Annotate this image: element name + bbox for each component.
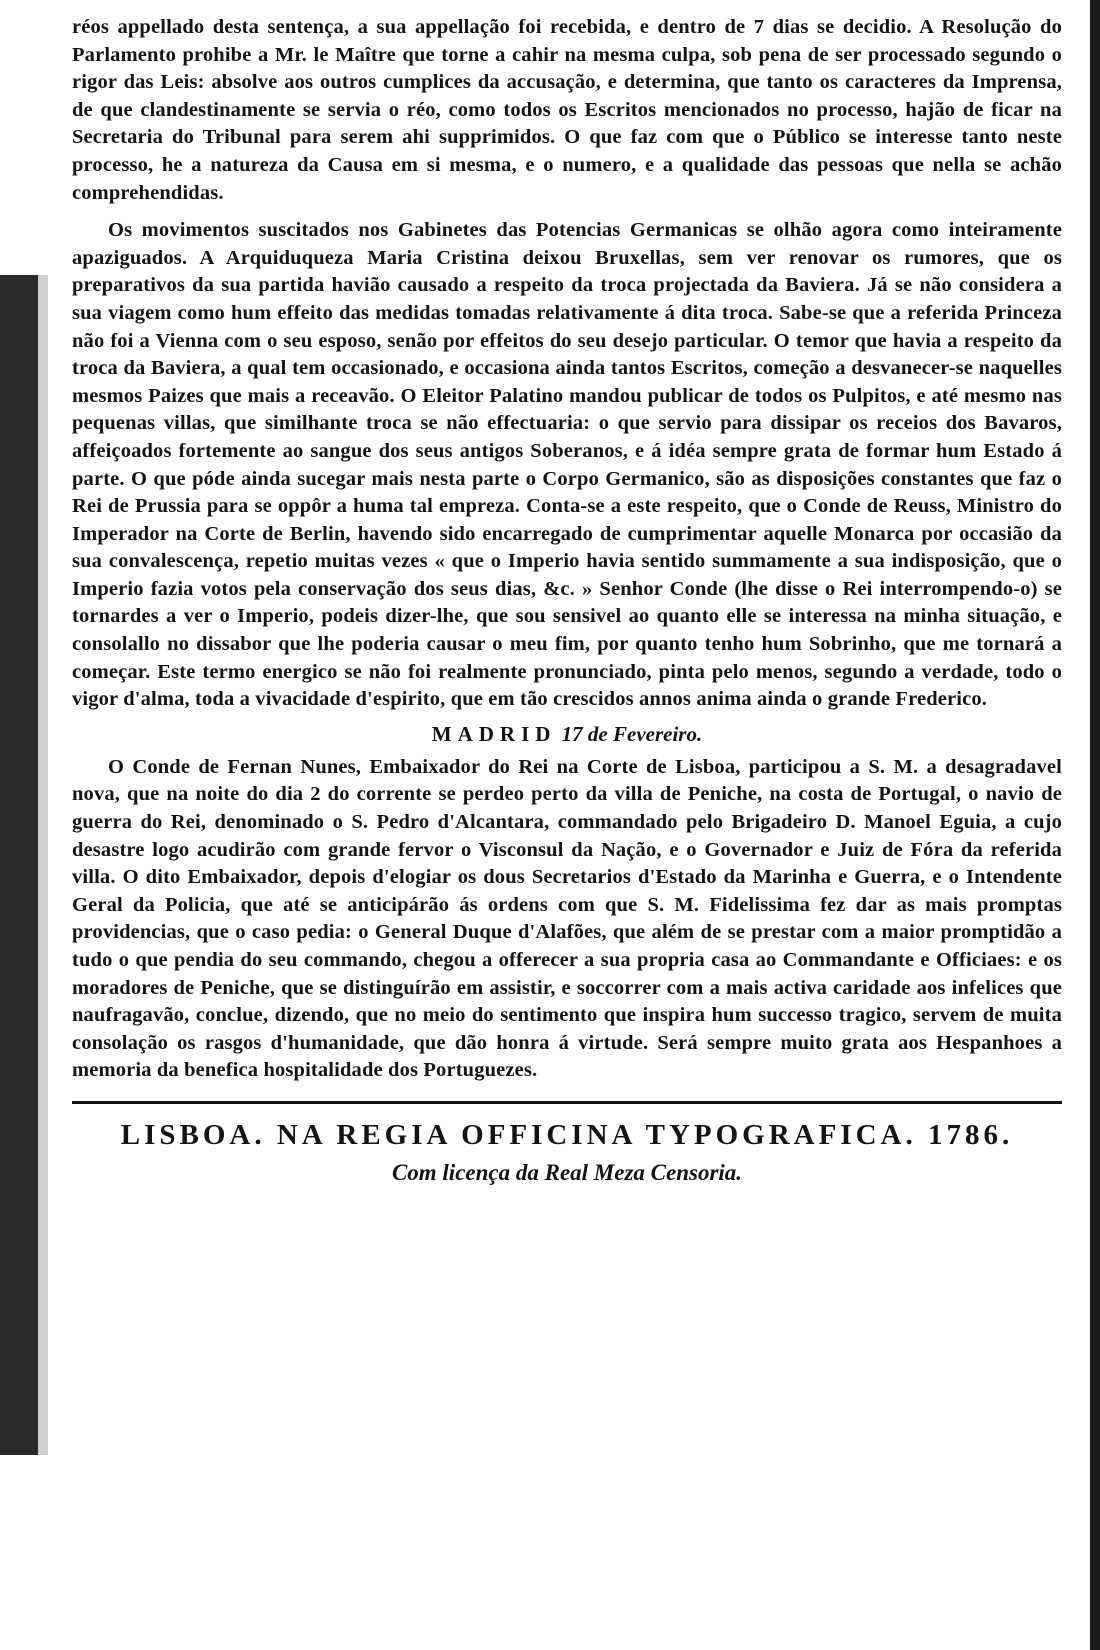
dateline-city: MADRID [431, 721, 557, 746]
dateline [72, 720, 1062, 748]
scan-edge-right [1090, 0, 1100, 1650]
gazette-page [72, 14, 1062, 1211]
scan-edge-shadow [0, 275, 38, 1455]
scan-edge-highlight [38, 275, 48, 1455]
divider-rule [72, 1101, 1062, 1104]
article-paragraph-continued: réos appellado desta sentença, a sua appellação foi recebida, e dentro de 7 dias se decidio. A Resolução do Parlamento prohibe a Mr. le Maître que torne a cahir na mesma culpa, sob pena de ser processado segundo o rigor das Leis: absolve aos outros cumplices da accusação, e determina, que tanto os caracteres da Imprensa, de que clandestinamente se servia o réo, como todos os Escritos mencionados no processo, hajão de ficar na Secretaria do Tribunal para serem ahi supprimidos. O que faz com que o Público se interesse tanto neste processo, he a natureza da Causa em si mesma, e o numero, e a qualidade das pessoas que nella se achão comprehendidas. [72, 16, 1062, 204]
colophon-imprint: LISBOA. NA REGIA OFFICINA TYPOGRAFICA. 1786. [120, 1118, 1014, 1151]
dateline-date: 17 de Fevereiro. [561, 721, 703, 746]
article-paragraph-germanic-powers: Os movimentos suscitados nos Gabinetes das Potencias Germanicas se olhão agora como inteiramente apaziguados. A Arquiduqueza Maria Cristina deixou Bruxellas, sem ver renovar os rumores, que os preparativos da sua partida havião causado a respeito da troca projectada da Baviera. Já se não considera a sua viagem como hum effeito das medidas tomadas relativamente á dita troca. Sabe-se que a referida Princeza não foi a Vienna com o seu esposo, senão por effeitos do seu desejo particular. O temor que havia a respeito da troca da Baviera, a qual tem occasionado, e occasiona ainda tantos Escritos, começão a desvanecer-se naquelles mesmos Paizes que mais a receavão. O Eleitor Palatino mandou publicar de todos os Pulpitos, e até mesmo nas pequenas villas, que similhante troca se não effectuaria: o que servio para dissipar os receios dos Bavaros, affeiçoados fortemente ao sangue dos seus antigos Soberanos, e á idéa sempre grata de formar hum Estado á parte. O que póde ainda sucegar mais nesta parte o Corpo Germanico, são as disposições constantes que faz o Rei de Prussia para se oppôr a huma tal empreza. Conta-se a este respeito, que o Conde de Reuss, Ministro do Imperador na Corte de Berlin, havendo sido encarregado de cumprimentar aquelle Monarca por occasião da sua convalescença, repetio muitas vezes « que o Imperio havia sentido summamente a sua indisposição, que o Imperio fazia votos pela conservação dos seus dias, &c. » Senhor Conde (lhe disse o Rei interrompendo-o) se tornardes a ver o Imperio, podeis dizer-lhe, que sou sensivel ao quanto elle se interessa na minha situação, e consolallo no dissabor que lhe poderia causar o meu fim, por quanto tenho hum Sobrinho, que me tornará a começar. Este termo energico se não foi realmente pronunciado, pinta pelo menos, segundo a verdade, todo o vigor d'alma, toda a vivacidade d'espirito, que em tão crescidos annos anima ainda o grande Frederico. [72, 219, 1062, 711]
colophon-license: Com licença da Real Meza Censoria. [391, 1159, 743, 1185]
article-paragraph-madrid: O Conde de Fernan Nunes, Embaixador do Rei na Corte de Lisboa, participou a S. M. a desagradavel nova, que na noite do dia 2 do corrente se perdeo perto da villa de Peniche, na costa de Portugal, o navio de guerra do Rei, denominado o S. Pedro d'Alcantara, commandado pelo Brigadeiro D. Manoel Eguia, a cujo desastre logo acudirão com grande fervor o Visconsul da Nação, e o Governador e Juiz de Fóra da referida villa. O dito Embaixador, depois d'elogiar os dous Secretarios d'Estado da Marinha e Guerra, e o Intendente Geral da Policia, que até se anticipárão ás ordens com que S. M. Fidelissima fez dar as mais promptas providencias, que o caso pedia: o General Duque d'Alafões, que além de se prestar com a maior promptidão a tudo o que pendia do seu commando, chegou a offerecer a sua propria casa ao Commandante e Officiaes: e os moradores de Peniche, que se distinguírão em assistir, e soccorrer com a mais activa caridade aos infelices que naufragavão, conclue, dizendo, que no meio do sentimento que inspira hum successo tragico, servem de muita consolação os rasgos d'humanidade, que dão honra á virtude. Será sempre muito grata aos Hespanhoes a memoria da benefica hospitalidade dos Portuguezes. [72, 755, 1062, 1082]
